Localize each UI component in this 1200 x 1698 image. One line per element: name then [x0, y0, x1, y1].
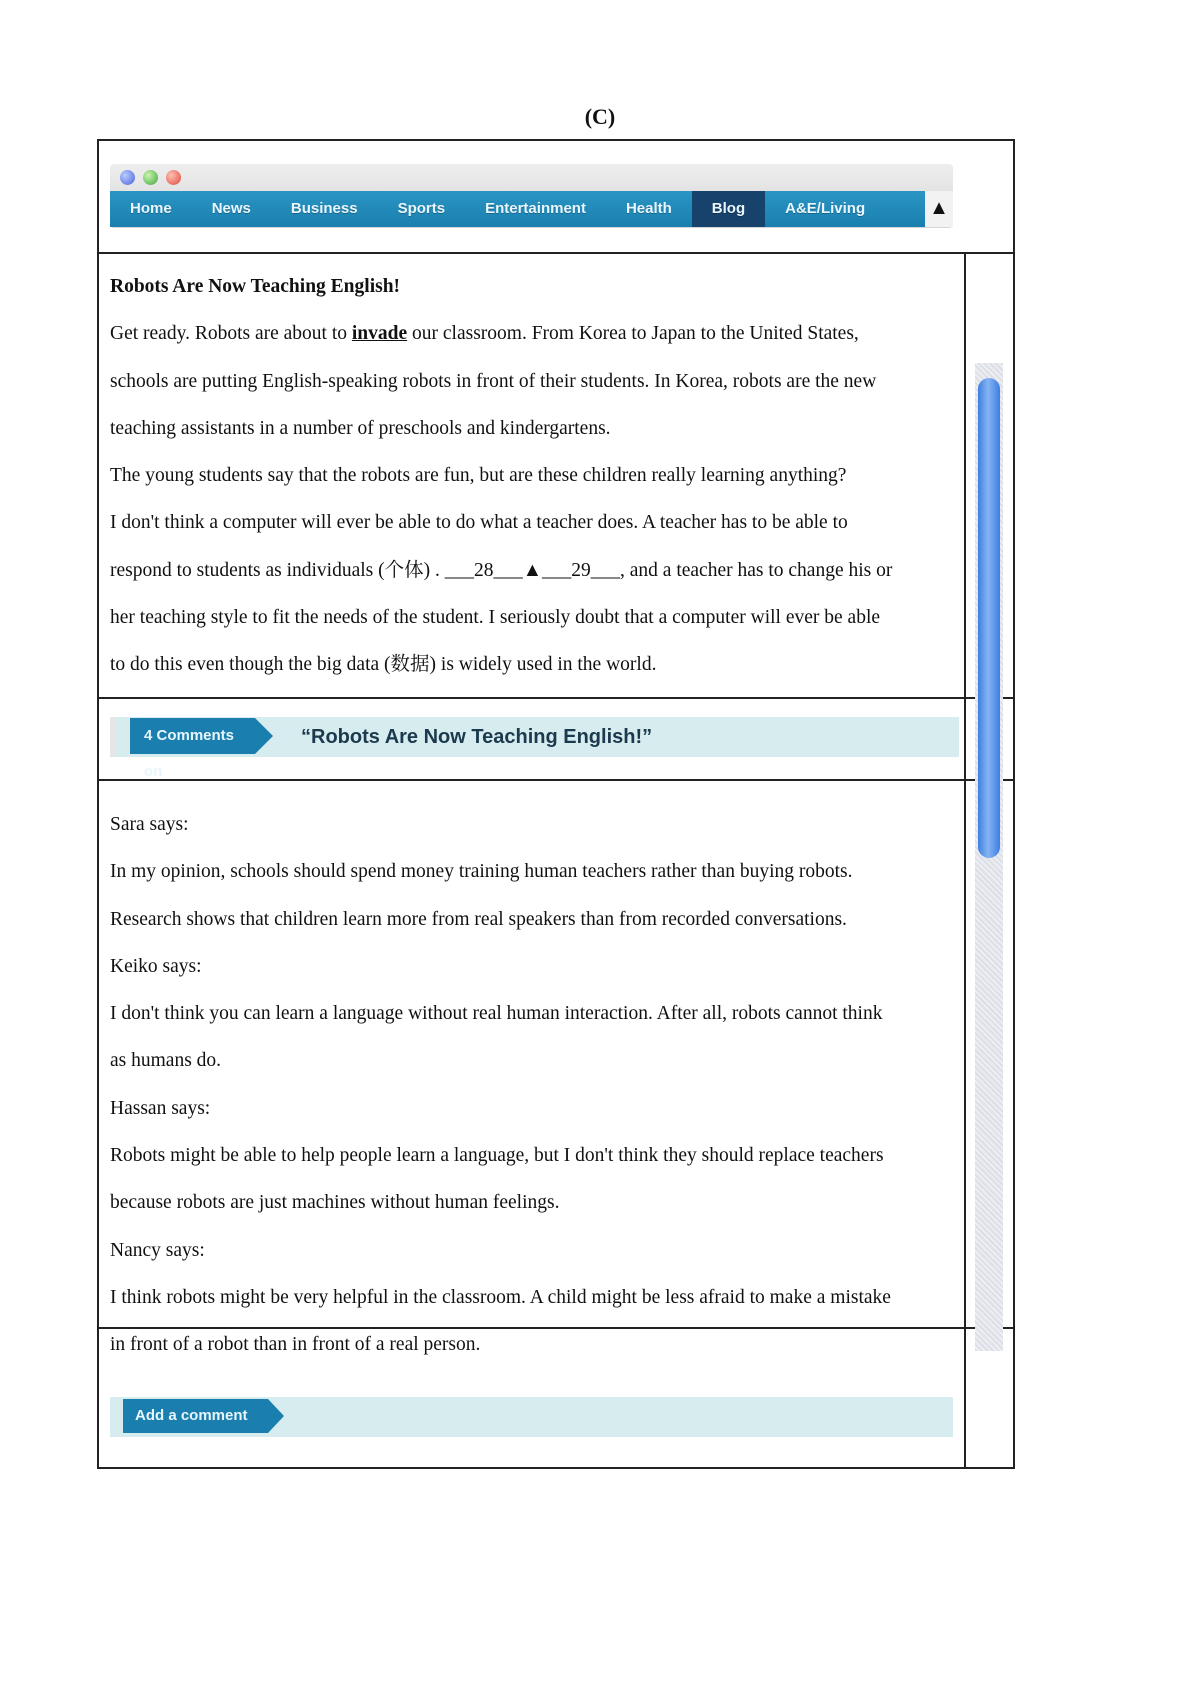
commenter-name: Keiko says: — [110, 955, 202, 977]
nav-item-health[interactable]: Health — [625, 200, 672, 217]
article-line: schools are putting English-speaking robots in front of their students. In Korea, robots are the new — [110, 370, 877, 392]
article-line: her teaching style to fit the needs of the student. I seriously doubt that a computer will ever be able — [110, 607, 881, 629]
commenter-name: Sara says: — [110, 814, 189, 835]
comments-banner — [110, 717, 959, 780]
window-controls — [120, 170, 181, 185]
nav-item-sports[interactable]: Sports — [397, 200, 446, 217]
nav-bar — [110, 191, 925, 227]
browser-window — [110, 164, 953, 228]
commenter-name: Nancy says: — [110, 1239, 205, 1261]
column-divider — [964, 252, 966, 1467]
nav-item-entertainment[interactable]: Entertainment — [485, 200, 586, 217]
comment-text: Robots might be able to help people learn a language, but I don't think they should replace teachers — [110, 1145, 884, 1167]
article-line: I don't think a computer will ever be able to do what a teacher does. A teacher has to be able to — [110, 512, 848, 534]
divider — [99, 779, 1013, 781]
comment-text: as humans do. — [110, 1050, 222, 1072]
vocab-word: invade — [351, 323, 408, 345]
article-line: Get ready. Robots are about to invade our classroom. From Korea to Japan to the United States, — [110, 323, 859, 345]
comments-banner-title: “Robots Are Now Teaching English!” — [301, 726, 653, 748]
article-line: teaching assistants in a number of preschools and kindergartens. — [110, 417, 611, 439]
scrollbar-thumb[interactable] — [978, 378, 1000, 858]
section-label: (C) — [584, 104, 616, 129]
comment-text: in front of a robot than in front of a real person. — [110, 1334, 481, 1356]
article-line: to do this even though the big data (数据) is widely used in the world. — [110, 654, 657, 676]
add-comment-bar — [110, 1397, 953, 1437]
close-icon[interactable] — [166, 170, 181, 185]
nav-item-blog[interactable]: Blog — [692, 191, 765, 227]
divider — [99, 252, 1013, 254]
comments-list — [110, 801, 955, 1369]
comment-text: Research shows that children learn more from real speakers than from recorded conversations. — [110, 908, 847, 930]
article — [110, 263, 955, 689]
comment-text: I don't think you can learn a language without real human interaction. After all, robots cannot think — [110, 1003, 883, 1025]
divider — [99, 697, 1013, 699]
commenter-name: Hassan says: — [110, 1097, 211, 1119]
nav-item-business[interactable]: Business — [290, 200, 358, 217]
minimize-icon[interactable] — [120, 170, 135, 185]
nav-item-ae-living[interactable]: A&E/Living — [785, 200, 866, 217]
nav-item-news[interactable]: News — [211, 200, 251, 217]
article-line: respond to students as individuals (个体) . ___28___▲___29___, and a teacher has to change his or — [110, 559, 893, 581]
comment-text: because robots are just machines without human feelings. — [110, 1192, 560, 1214]
comments-count-tag[interactable]: 4 Comments on — [130, 718, 255, 754]
blog-frame — [97, 139, 1015, 1469]
article-line: The young students say that the robots are fun, but are these children really learning anything? — [110, 465, 847, 487]
comment-text: I think robots might be very helpful in the classroom. A child might be less afraid to make a mistake — [110, 1286, 891, 1308]
nav-item-home[interactable]: Home — [130, 200, 172, 217]
comment-text: In my opinion, schools should spend money training human teachers rather than buying robots. — [110, 861, 853, 883]
scroll-up-icon[interactable]: ▲ — [925, 191, 953, 227]
scrollbar-track[interactable] — [975, 363, 1003, 1351]
article-title: Robots Are Now Teaching English! — [110, 276, 401, 297]
add-comment-button[interactable]: Add a comment — [123, 1399, 268, 1433]
maximize-icon[interactable] — [143, 170, 158, 185]
